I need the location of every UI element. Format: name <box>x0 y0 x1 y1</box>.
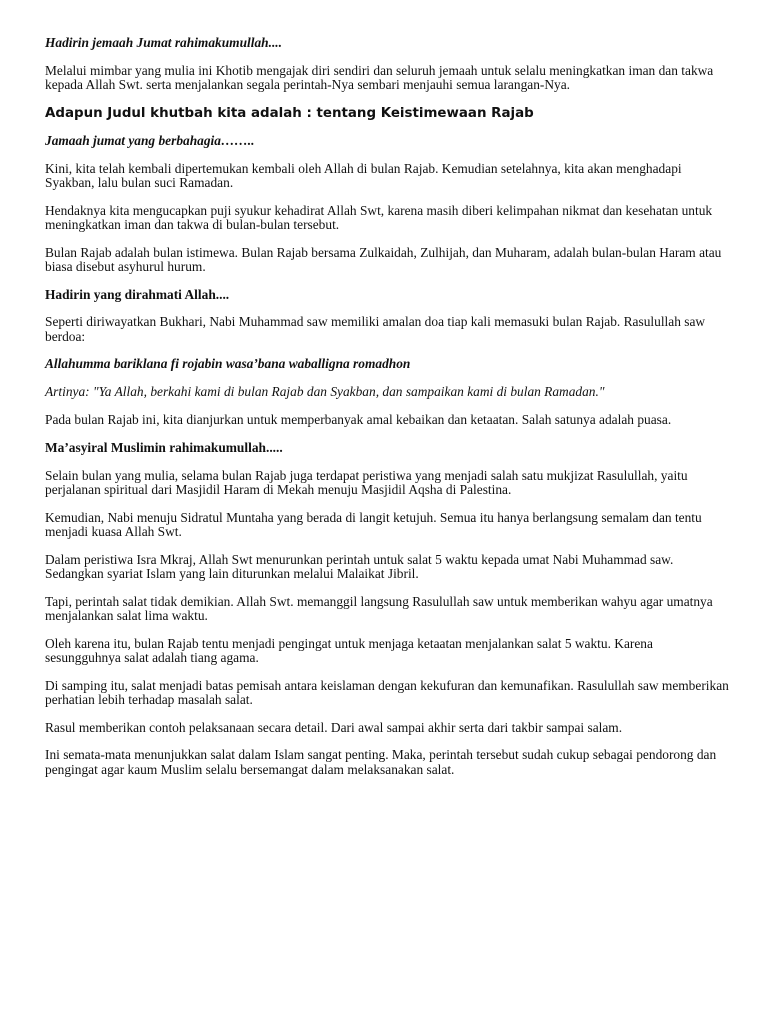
body-paragraph: Kemudian, Nabi menuju Sidratul Muntaha yang berada di langit ketujuh. Semua itu hanya berlangsung semalam dan tentu menjadi kuasa Allah Swt. <box>45 509 702 539</box>
body-paragraph: Hendaknya kita mengucapkan puji syukur kehadirat Allah Swt, karena masih diberi kelimpahan nikmat dan kesehatan untuk meningkatkan iman dan takwa di bulan-bulan tersebut. <box>45 202 713 232</box>
body-paragraph: Tapi, perintah salat tidak demikian. Allah Swt. memanggil langsung Rasulullah saw untuk memberikan wahyu agar umatnya menjalankan salat lima waktu. <box>45 593 713 623</box>
body-paragraph: Di samping itu, salat menjadi batas pemisah antara keislaman dengan kekufuran dan kemunafikan. Rasulullah saw memberikan perhatian lebih terhadap masalah salat. <box>45 677 729 707</box>
greeting-heading: Jamaah jumat yang berbahagia…….. <box>45 132 255 148</box>
body-paragraph: Rasul memberikan contoh pelaksanaan secara detail. Dari awal sampai akhir serta dari takbir sampai salam. <box>45 719 623 735</box>
body-paragraph: Selain bulan yang mulia, selama bulan Rajab juga terdapat peristiwa yang menjadi salah satu mukjizat Rasulullah, yaitu perjalanan spiritual dari Masjidil Haram di Mekah menuju Masjidil Aqsha di Palestina. <box>45 467 688 497</box>
greeting-heading: Ma’asyiral Muslimin rahimakumullah..... <box>45 439 283 455</box>
body-paragraph: Seperti diriwayatkan Bukhari, Nabi Muhammad saw memiliki amalan doa tiap kali memasuki bulan Rajab. Rasulullah saw berdoa: <box>45 314 706 344</box>
body-paragraph: Pada bulan Rajab ini, kita dianjurkan untuk memperbanyak amal kebaikan dan ketaatan. Salah satunya adalah puasa. <box>45 411 672 427</box>
body-paragraph: Bulan Rajab adalah bulan istimewa. Bulan Rajab bersama Zulkaidah, Zulhijah, dan Muharam, adalah bulan-bulan Haram atau biasa disebut asyhurul hurum. <box>45 244 722 274</box>
body-paragraph: Kini, kita telah kembali dipertemukan kembali oleh Allah di bulan Rajab. Kemudian setelahnya, kita akan menghadapi Syakban, lalu bulan suci Ramadan. <box>45 160 682 190</box>
doa-meaning: Artinya: "Ya Allah, berkahi kami di bulan Rajab dan Syakban, dan sampaikan kami di bulan Ramadan." <box>45 384 605 400</box>
body-paragraph: Oleh karena itu, bulan Rajab tentu menjadi pengingat untuk menjaga ketaatan menjalankan salat 5 waktu. Karena sesungguhnya salat adalah tiang agama. <box>45 635 653 665</box>
body-paragraph: Ini semata-mata menunjukkan salat dalam Islam sangat penting. Maka, perintah tersebut sudah cukup sebagai pendorong dan pengingat agar kaum Muslim selalu bersemangat dalam melaksanakan salat. <box>45 747 717 777</box>
intro-paragraph: Melalui mimbar yang mulia ini Khotib mengajak diri sendiri dan seluruh jemaah untuk selalu meningkatkan iman dan takwa kepada Allah Swt. serta menjalankan segala perintah-Nya sembari menjauhi semua larangan-Nya. <box>45 62 714 92</box>
sermon-title: Adapun Judul khutbah kita adalah : tentang Keistimewaan Rajab <box>45 105 534 121</box>
doa-text: Allahumma bariklana fi rojabin wasa’bana waballigna romadhon <box>45 356 411 372</box>
body-paragraph: Dalam peristiwa Isra Mkraj, Allah Swt menurunkan perintah untuk salat 5 waktu kepada umat Nabi Muhammad saw. Sedangkan syariat Islam yang lain diturunkan melalui Malaikat Jibril. <box>45 551 674 581</box>
greeting-heading: Hadirin yang dirahmati Allah.... <box>45 286 230 302</box>
greeting-heading: Hadirin jemaah Jumat rahimakumullah.... <box>45 35 283 50</box>
document-page <box>45 36 730 790</box>
